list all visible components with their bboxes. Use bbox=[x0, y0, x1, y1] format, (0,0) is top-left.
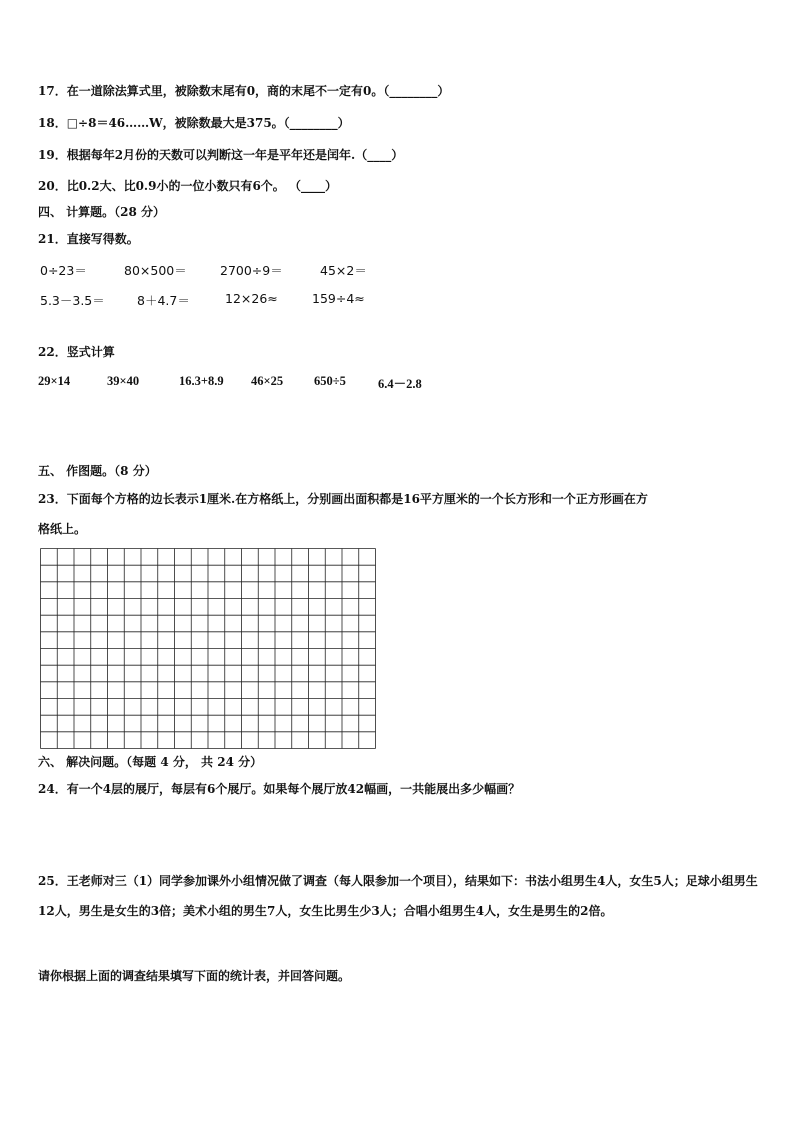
vertical-item: 6.4－2.8 bbox=[378, 377, 422, 391]
question-17: 17．在一道除法算式里，被除数末尾有0，商的末尾不一定有0。（________） bbox=[38, 84, 450, 98]
section-5-title: 五、 作图题。（8 分） bbox=[38, 464, 157, 478]
question-18: 18．□÷8＝46……W，被除数最大是375。（________） bbox=[38, 116, 350, 130]
question-21: 21．直接写得数。 bbox=[38, 232, 139, 246]
vertical-item: 46×25 bbox=[251, 374, 284, 388]
vertical-item: 650÷5 bbox=[314, 374, 346, 388]
calc-item: 2700÷9＝ bbox=[220, 263, 283, 278]
vertical-item: 29×14 bbox=[38, 374, 71, 388]
vertical-item: 39×40 bbox=[107, 374, 140, 388]
calc-item: 5.3－3.5＝ bbox=[40, 293, 105, 308]
calc-item: 12×26≈ bbox=[225, 291, 278, 306]
calc-item: 159÷4≈ bbox=[312, 291, 365, 306]
question-23-line-2: 格纸上。 bbox=[38, 522, 87, 536]
vertical-item: 16.3+8.9 bbox=[179, 374, 224, 388]
section-6-title: 六、 解决问题。（每题 4 分， 共 24 分） bbox=[38, 755, 263, 769]
section-4-title: 四、 计算题。（28 分） bbox=[38, 205, 166, 219]
question-23-line-1: 23．下面每个方格的边长表示1厘米.在方格纸上，分别画出面积都是16平方厘米的一个长方形和一个正方形画在方 bbox=[38, 492, 648, 506]
question-25-instruction: 请你根据上面的调查结果填写下面的统计表，并回答问题。 bbox=[38, 969, 351, 983]
calc-item: 0÷23＝ bbox=[40, 263, 87, 278]
calc-item: 80×500＝ bbox=[124, 263, 187, 278]
question-24: 24．有一个4层的展厅，每层有6个展厅。如果每个展厅放42幅画，一共能展出多少幅画？ bbox=[38, 782, 521, 796]
square-grid-paper[interactable] bbox=[40, 548, 376, 750]
question-20: 20．比0.2大、比0.9小的一位小数只有6个。 （____） bbox=[38, 179, 337, 193]
calc-item: 45×2＝ bbox=[320, 263, 367, 278]
question-25: 25．王老师对三（1）同学参加课外小组情况做了调查（每人限参加一个项目），结果如下：书法小组男生4人，女生5人；足球小组男生12人，男生是女生的3倍；美术小组的男生7人，女生比男生少3人；合唱小组男生4人，女生是男生的2倍。 bbox=[38, 874, 758, 918]
calc-item: 8＋4.7＝ bbox=[137, 293, 190, 308]
question-19: 19．根据每年2月份的天数可以判断这一年是平年还是闰年.（____） bbox=[38, 148, 404, 162]
question-22: 22．竖式计算 bbox=[38, 345, 115, 359]
